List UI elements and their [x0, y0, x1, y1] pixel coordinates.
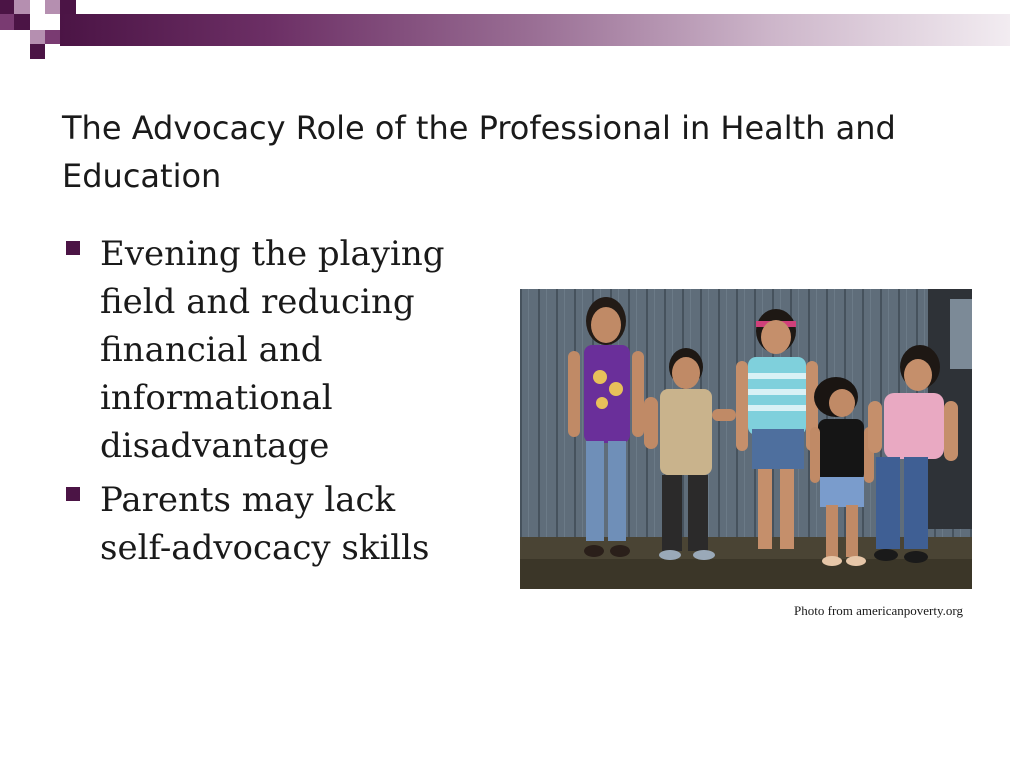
- children-photo: [520, 289, 972, 589]
- banner-square: [30, 44, 45, 59]
- square-bullet-icon: [66, 487, 80, 501]
- banner-gradient-bar: [60, 14, 1010, 46]
- list-item: [62, 476, 462, 572]
- banner-square: [45, 30, 60, 44]
- banner-square: [0, 0, 14, 14]
- banner-square: [60, 0, 76, 14]
- photo-caption: Photo from americanpoverty.org: [794, 603, 963, 618]
- banner-square: [30, 30, 45, 44]
- banner-square: [14, 0, 30, 14]
- banner-square: [0, 14, 14, 30]
- banner-square: [14, 14, 30, 30]
- bullet-list: [62, 230, 462, 578]
- banner-square: [45, 0, 61, 14]
- square-bullet-icon: [66, 241, 80, 255]
- slide-title: The Advocacy Role of the Professional in Health and Education: [62, 109, 896, 195]
- bullet-text: Parents may lack self-advocacy skills: [100, 480, 430, 568]
- bullet-text: Evening the playing field and reducing financial and informational disadvantage: [100, 234, 445, 466]
- list-item: [62, 230, 462, 470]
